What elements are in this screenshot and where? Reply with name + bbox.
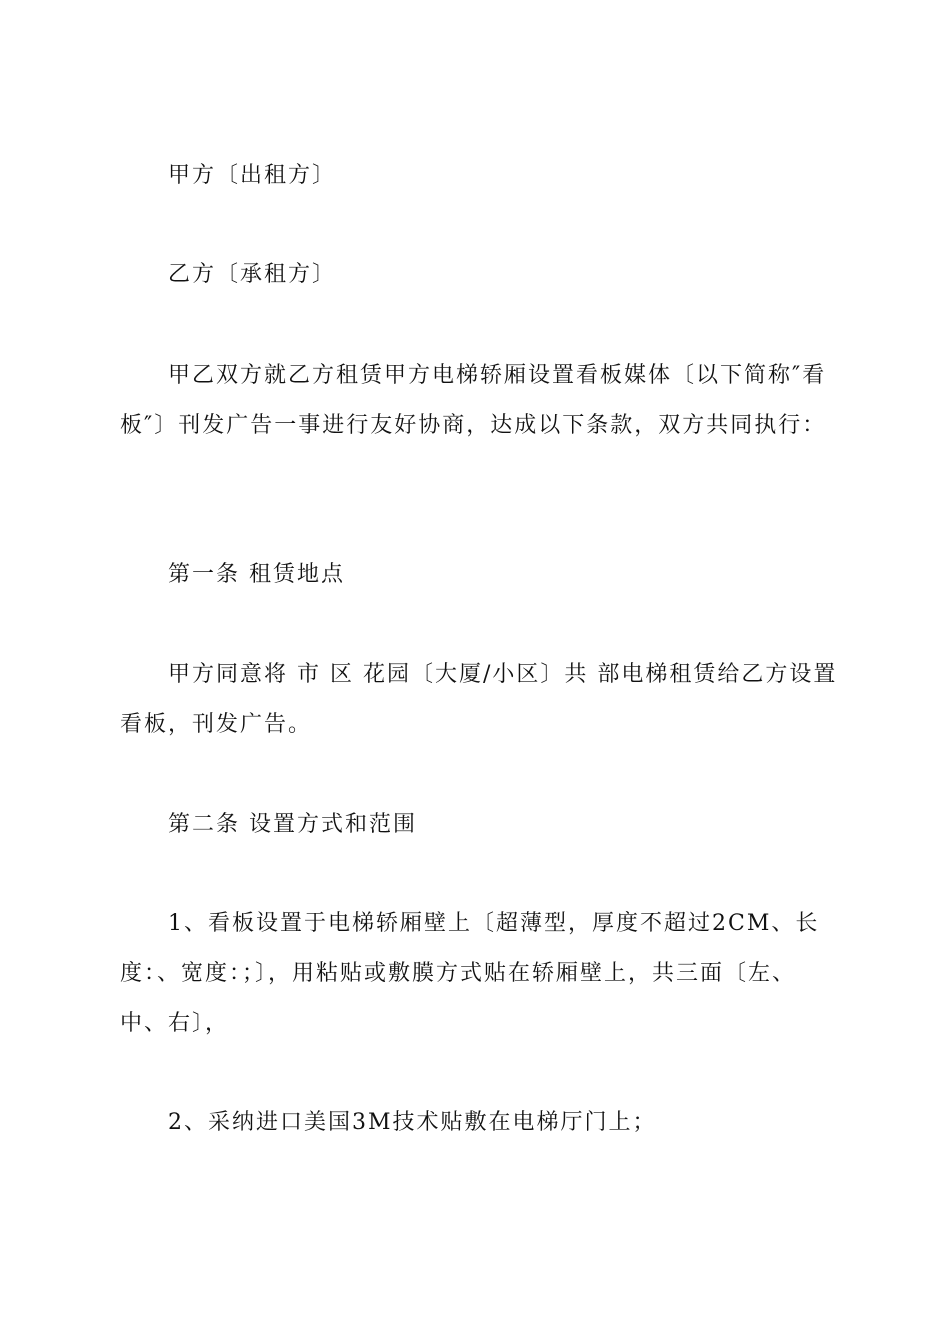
article-2-item-1: 1、看板设置于电梯轿厢壁上〔超薄型，厚度不超过2CM、长度：、宽度：；〕，用粘贴或敷膜方式贴在轿厢壁上，共三面〔左、中、右〕， bbox=[120, 911, 820, 1036]
preamble-paragraph: 甲乙双方就乙方租赁甲方电梯轿厢设置看板媒体〔以下简称″看板″〕刊发广告一事进行友好协商，达成以下条款，双方共同执行： bbox=[120, 363, 827, 438]
article-2-heading: 第二条 设置方式和范围 bbox=[168, 812, 417, 837]
party-a-line: 甲方〔出租方〕 bbox=[168, 163, 337, 188]
article-2-item-2: 2、采纳进口美国3M技术贴敷在电梯厅门上； bbox=[168, 1110, 657, 1135]
article-1-body: 甲方同意将 市 区 花园〔大厦/小区〕共 部电梯租赁给乙方设置看板，刊发广告。 bbox=[120, 662, 838, 737]
party-b-line: 乙方〔承租方〕 bbox=[168, 262, 337, 287]
article-1-heading: 第一条 租赁地点 bbox=[168, 562, 345, 587]
